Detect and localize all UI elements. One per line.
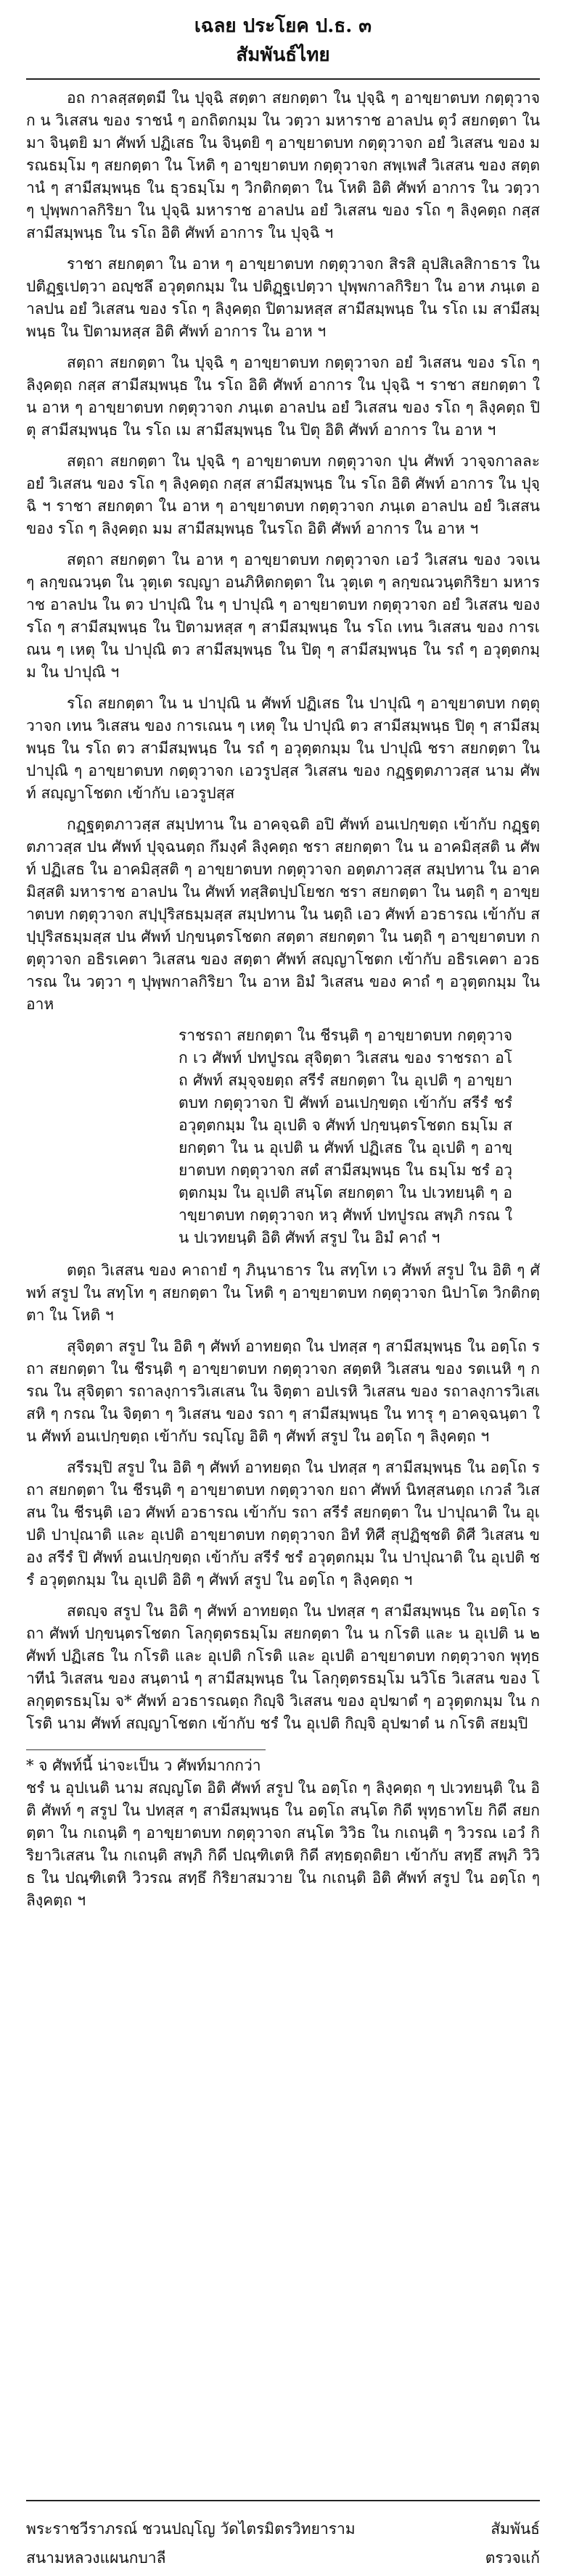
header-rule [26, 78, 540, 80]
footer-role-1: สัมพันธ์ [491, 2520, 540, 2538]
paragraph: กฏฺฐตฺตภาวสฺส สมฺปทาน ใน อาคจฺฉติ อปิ ศัพท์ อนเปกฺขตฺถ เข้ากับ กฏฺฐตฺตภาวสฺส ปน ศัพท์ ปุจฺฉนตฺถ กึมงฺคํ ลิงฺคตฺถ ชรา สยกตฺตา ใน น อาคมิสฺสติ น ศัพท์ ปฏิเสธ ใน อาคมิสฺสติ ๆ อาขฺยาตบท กตฺตุวาจก อตฺตภาวสฺส สมฺปทาน ใน อาคมิสฺสติ มหาราช อาลปน ใน ศัพท์ ทสฺสิตปฺปโยชก ชรา สยกตฺตา ใน นตฺถิ ๆ อาขฺยาตบท กตฺตุวาจก สปฺปุริสธมฺมสฺส สมฺปทาน ใน นตฺถิ เอว ศัพท์ อวธารณ เข้ากับ สปฺปุริสธมฺมสฺส ปน ศัพท์ ปกฺขนฺตรโชตก สตฺตา สยกตฺตา ใน นตฺถิ ๆ อาขฺยาตบท กตฺตุวาจก อธิรเคตา วิเสสน ของ สตฺตา ศัพท์ สญฺญาโชตก เข้ากับ อธิรเคตา อวธารณ ใน วตฺวา ๆ ปุพฺพกาลกิริยา ใน อาห อิมํ วิเสสน ของ คาถํ ๆ อวุตฺตกมฺม ใน อาห [26, 816, 540, 1013]
footer-author: พระราชวีราภรณ์ ชวนปญฺโญ วัดไตรมิตรวิทยาราม [26, 2520, 356, 2538]
footer-role-2: ตรวจแก้ [485, 2549, 540, 2567]
footnote-continuation: ชรํ น อุปเนติ นาม สญฺญโต อิติ ศัพท์ สรูป ใน อตฺโถ ๆ ลิงฺคตฺถ ๆ ปเวทยนฺติ ใน อิติ ศัพท์ ๆ สรูป ใน ปทสฺส ๆ สามีสมฺพนฺธ ใน อตฺโถ สนฺโต กิดี พุทฺธาทโย กิดี สยกตฺตา ใน กเถนฺติ ๆ อาขฺยาตบท กตฺตุวาจก สนฺโต วิวิธ ใน กเถนฺติ ๆ วิวรณ เอวํ กิริยาวิเสสน ใน กเถนฺติ สพฺภิ กิดี ปณฺฑิเตหิ กิดี สทฺธตฺถติยา เข้ากับ สทฺธึ สพฺภิ วิวิธ ใน ปณฺฑิเตหิ วิวรณ สทฺธึ กิริยาสมวาย ใน กเถนฺติ อิติ ศัพท์ สรูป ใน อตฺโถ ๆ ลิงฺคตฺถ ฯ [26, 1779, 540, 1909]
paragraph: สรีรมฺปิ สรูป ใน อิติ ๆ ศัพท์ อาทยตฺถ ใน ปทสฺส ๆ สามีสมฺพนฺธ ใน อตฺโถ รถา สยกตฺตา ใน ชีรนฺติ ๆ อาขฺยาตบท กตฺตุวาจก ยถา ศัพท์ นิทสฺสนตฺถ เกวลํ วิเสสน ใน ชีรนฺติ เอว ศัพท์ อวธารณ เข้ากับ รถา สรีรํ สยกตฺตา ใน ปาปุณาติ ใน อุเปติ ปาปุณาติ และ อุเปติ อาขฺยาตบท กตฺตุวาจก อิทํ ทิศี สุปฏิชฺชติ ดิศี วิเสสน ของ สรีรํ ปิ ศัพท์ อนเปกฺขตฺถ เข้ากับ สรีรํ ชรํ อวุตฺตกมฺม ใน ปาปุณาติ ใน อุเปติ ชรํ อวุตฺตกมฺม ใน อุเปติ อิติ ๆ ศัพท์ สรูป ใน อตฺโถ ๆ ลิงฺคตฺถ ฯ [26, 1459, 540, 1589]
paragraph: รโถ สยกตฺตา ใน น ปาปุณิ น ศัพท์ ปฏิเสธ ใน ปาปุณิ ๆ อาขฺยาตบท กตฺตุวาจก เทน วิเสสน ของ การเณน ๆ เหตุ ใน ปาปุณิ ตว สามีสมฺพนฺธ ปิตุ ๆ สามีสมฺพนฺธ ใน รโถ ตว สามีสมฺพนฺธ ใน รถํ ๆ อวุตฺตกมฺม ใน ปาปุณิ ชรา สยกตฺตา ใน ปาปุณิ ๆ อาขฺยาตบท กตฺตุวาจก เอวรูปสฺส วิเสสน ของ กฏฺฐตฺตภาวสฺส นาม ศัพท์ สญฺญาโชตก เข้ากับ เอวรูปสฺส [26, 695, 540, 802]
document-page [0, 12, 566, 1912]
footnote-rule [26, 1749, 266, 1750]
paragraph: ตตฺถ วิเสสน ของ คาถายํ ๆ ภินฺนาธาร ใน สทฺโท เว ศัพท์ สรูป ใน อิติ ๆ ศัพท์ สรูป ใน สทฺโท ๆ สยกตฺตา ใน โหติ ๆ อาขฺยาตบท กตฺตุวาจก นิปาโต วิกติกตฺตา ใน โหติ ฯ [26, 1262, 540, 1324]
paragraph: อถ กาลสฺสตฺตมี ใน ปุจฺฉิ สตฺตา สยกตฺตา ใน ปุจฺฉิ ๆ อาขฺยาตบท กตฺตุวาจก น วิเสสน ของ ราชนํ ๆ อกถิตกมฺม ใน วตฺวา มหาราช อาลปน ตุวํ สยกตฺตา ใน มา จินฺตยิ มา ศัพท์ ปฏิเสธ ใน จินฺตยิ ๆ อาขฺยาตบท กตฺตุวาจก อยํ วิเสสน ของ มรณธมฺโม ๆ สยกตฺตา ใน โหติ ๆ อาขฺยาตบท กตฺตุวาจก สพฺเพสํ วิเสสน ของ สตฺตานํ ๆ สามีสมฺพนฺธ ใน ธุวธมฺโม ๆ วิกติกตฺตา ใน โหติ อิติ ศัพท์ อาการ ใน วตฺวา ๆ ปุพฺพกาลกิริยา ใน ปุจฺฉิ มหาราช อาลปน อยํ วิเสสน ของ รโถ ๆ ลิงฺคตฺถ กสฺส สามีสมฺพนฺธ ใน รโถ อิติ ศัพท์ อาการ ใน ปุจฺฉิ ฯ [26, 89, 540, 241]
footer-row-2 [26, 2543, 540, 2572]
footer-row-1 [26, 2514, 540, 2543]
paragraph: สุจิตฺตา สรูป ใน อิติ ๆ ศัพท์ อาทยตฺถ ใน ปทสฺส ๆ สามีสมฺพนฺธ ใน อตฺโถ รถา สยกตฺตา ใน ชีรนฺติ ๆ อาขฺยาตบท กตฺตุวาจก สตฺตหิ วิเสสน ของ รตเนหิ ๆ กรณ ใน สุจิตฺตา รถาลงฺการวิเสเสน ใน จิตฺตา อปเรหิ วิเสสน ของ รถาลงฺการวิเสเสหิ ๆ กรณ ใน จิตฺตา ๆ วิเสสน ของ รถา ๆ สามีสมฺพนฺธ ใน ทารุ ๆ อาคจฺฉนฺตา ใน ศัพท์ อนเปกฺขตฺถ เข้ากับ รญฺโญ อิติ ๆ ศัพท์ สรูป ใน อตฺโถ ๆ ลิงฺคตฺถ ฯ [26, 1338, 540, 1445]
page-subtitle: สัมพันธ์ไทย [236, 44, 330, 66]
paragraph: สตญฺจ สรูป ใน อิติ ๆ ศัพท์ อาทยตฺถ ใน ปทสฺส ๆ สามีสมฺพนฺธ ใน อตฺโถ รถา ศัพท์ ปกฺขนฺตรโชตก โลกุตฺตรธมฺโม สยกตฺตา ใน น กโรติ และ น อุเปติ น ๒ ศัพท์ ปฏิเสธ ใน กโรติ และ อุเปติ กโรติ และ อุเปติ อาขฺยาตบท กตฺตุวาจก พุทฺธาทีนํ วิเสสน ของ สนฺตานํ ๆ สามีสมฺพนฺธ ใน โลกุตฺตรธมฺโม นวิโธ วิเสสน ของ โลกุตฺตรธมฺโม จ* ศัพท์ อวธารณตฺถ กิญฺจิ วิเสสน ของ อุปฆาตํ ๆ อวุตฺตกมฺม ใน กโรติ นาม ศัพท์ สญฺญาโชตก เข้ากับ ชรํ ใน อุเปติ กิญฺจิ อุปฆาตํ น กโรติ สยมฺปิ [26, 1602, 540, 1732]
footer-office: สนามหลวงแผนกบาลี [26, 2549, 166, 2567]
verse-block: ราชรถา สยกตฺตา ใน ชีรนฺติ ๆ อาขฺยาตบท กตฺตุวาจก เว ศัพท์ ปทปูรณ สุจิตฺตา วิเสสน ของ ราชรถา อโถ ศัพท์ สมุจฺจยตฺถ สรีรํ สยกตฺตา ใน อุเปติ ๆ อาขฺยาตบท กตฺตุวาจก ปิ ศัพท์ อนเปกฺขตฺถ เข้ากับ สรีรํ ชรํ อวุตฺตกมฺม ใน อุเปติ จ ศัพท์ ปกฺขนฺตรโชตก ธมฺโม สยกตฺตา ใน น อุเปติ น ศัพท์ ปฏิเสธ ใน อุเปติ ๆ อาขฺยาตบท กตฺตุวาจก สตํ สามีสมฺพนฺธ ใน ธมฺโม ชรํ อวุตฺตกมฺม ใน อุเปติ สนฺโต สยกตฺตา ใน ปเวทยนฺติ ๆ อาขฺยาตบท กตฺตุวาจก หวฺ ศัพท์ ปทปูรณ สพฺภิ กรณ ใน ปเวทยนฺติ อิติ ศัพท์ สรูป ใน อิมํ คาถํ ฯ [179, 1027, 512, 1246]
paragraph: สตฺถา สยกตฺตา ใน อาห ๆ อาขฺยาตบท กตฺตุวาจก เอวํ วิเสสน ของ วจเน ๆ ลกฺขณวนฺต ใน วุตฺเต รญฺญา อนภิหิตกตฺตา ใน วุตฺเต ๆ ลกฺขณวนฺตกิริยา มหาราช อาลปน ใน ตว ปาปุณิ ใน ๆ ปาปุณิ ๆ อาขฺยาตบท กตฺตุวาจก อยํ วิเสสน ของ รโถ ๆ สามีสมฺพนฺธ ใน ปิตามหสฺส ๆ สามีสมฺพนฺธ ใน รโถ เทน วิเสสน ของ การเณน ๆ เหตุ ใน ปาปุณิ ตว สามีสมฺพนฺธ ใน ปิตุ ๆ สามีสมฺพนฺธ ใน รถํ ๆ อวุตฺตกมฺม ใน ปาปุณิ ฯ [26, 551, 540, 681]
paragraph: ราชา สยกตฺตา ใน อาห ๆ อาขฺยาตบท กตฺตุวาจก สิรสิ อุปสิเลสิกาธาร ใน ปติฏฺฐเปตฺวา อญฺชลึ อวุตฺตกมฺม ใน ปติฏฺฐเปตฺวา ปุพฺพกาลกิริยา ใน อาห ภนฺเต อาลปน อยํ วิเสสน ของ รโถ ๆ ลิงฺคตฺถ ปิตามหสฺส สามีสมฺพนฺธ ใน รโถ เม สามีสมฺพนฺธ ใน ปิตามหสฺส อิติ ศัพท์ อาการ ใน อาห ฯ [26, 255, 540, 340]
page-title: เฉลย ประโยค ป.ธ. ๓ [194, 15, 372, 37]
paragraph: สตฺถา สยกตฺตา ใน ปุจฺฉิ ๆ อาขฺยาตบท กตฺตุวาจก อยํ วิเสสน ของ รโถ ๆ ลิงฺคตฺถ กสฺส สามีสมฺพนฺธ ใน รโถ อิติ ศัพท์ อาการ ใน ปุจฺฉิ ฯ ราชา สยกตฺตา ใน อาห ๆ อาขฺยาตบท กตฺตุวาจก ภนฺเต อาลปน อยํ วิเสสน ของ รโถ ๆ ลิงฺคตฺถ ปิตุ สามีสมฺพนฺธ ใน รโถ เม สามีสมฺพนฺธ ใน ปิตุ อิติ ศัพท์ อาการ ใน อาห ฯ [26, 354, 540, 439]
footnote: * จ ศัพท์นี้ น่าจะเป็น ว ศัพท์มากกว่า [26, 1757, 261, 1774]
paragraph: สตฺถา สยกตฺตา ใน ปุจฺฉิ ๆ อาขฺยาตบท กตฺตุวาจก ปุน ศัพท์ วาจฺจกาลละ อยํ วิเสสน ของ รโถ ๆ ลิงฺคตฺถ กสฺส สามีสมฺพนฺธ ใน รโถ อิติ ศัพท์ อาการ ใน ปุจฺฉิ ฯ ราชา สยกตฺตา ใน อาห ๆ อาขฺยาตบท กตฺตุวาจก ภนฺเต อาลปน อยํ วิเสสน ของ รโถ ๆ ลิงฺคตฺถ มม สามีสมฺพนฺธ ในรโถ อิติ ศัพท์ อาการ ใน อาห ฯ [26, 452, 540, 537]
page-footer [26, 2500, 540, 2572]
footer-rule [26, 2500, 540, 2501]
